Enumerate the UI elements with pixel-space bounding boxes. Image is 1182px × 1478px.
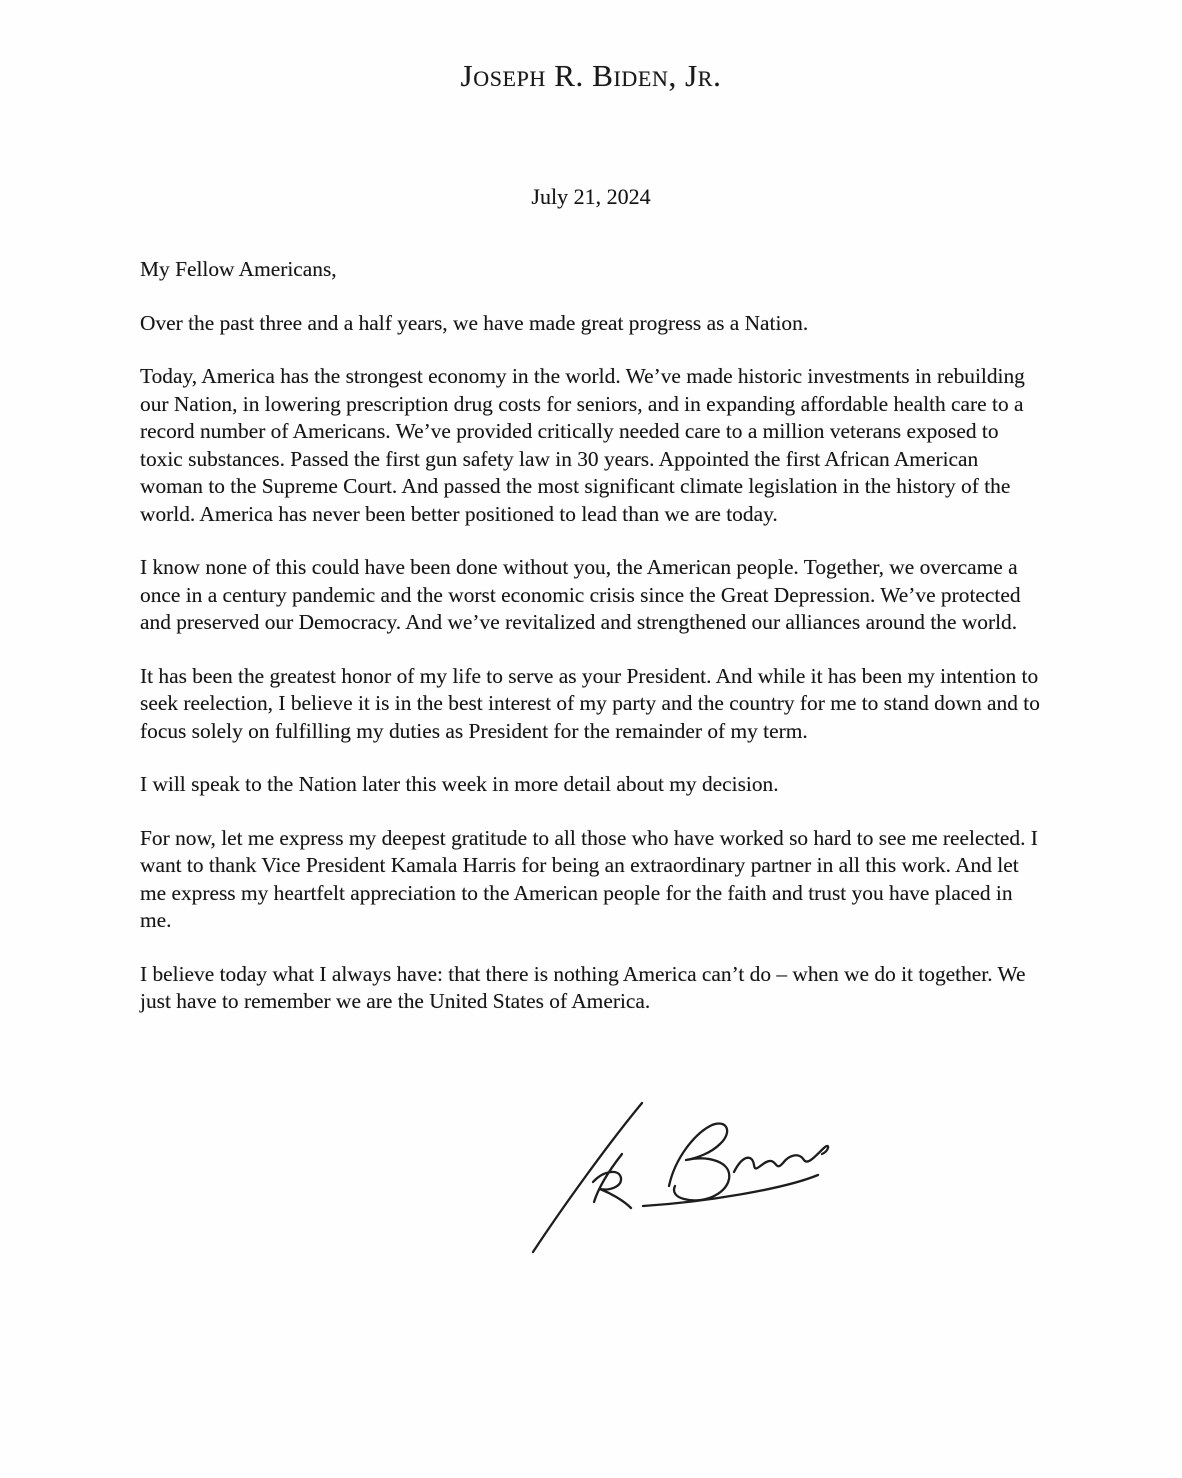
paragraph-stand-down: It has been the greatest honor of my life to serve as your President. And while it has been my intention to seek reelection, I believe it is in the best interest of my party and the country for me to stand down and to focus solely on fulfilling my duties as President for the remainder of my term.	[140, 663, 1040, 743]
paragraph-closing: I believe today what I always have: that there is nothing America can’t do – when we do it together. We just have to remember we are the United States of America.	[140, 961, 1026, 1013]
paragraph-accomplishments: Today, America has the strongest economy in the world. We’ve made historic investments in rebuilding our Nation, in lowering prescription drug costs for seniors, and in expanding affordable health care to a record number of Americans. We’ve provided critically needed care to a million veterans exposed to toxic substances. Passed the first gun safety law in 30 years. Appointed the first African American woman to the Supreme Court. And passed the most significant climate legislation in the history of the world. America has never been better positioned to lead than we are today.	[140, 364, 1025, 526]
letterhead-name: Joseph R. Biden, Jr.	[460, 58, 722, 93]
date-line: July 21, 2024	[531, 184, 651, 209]
paragraph-american-people: I know none of this could have been done without you, the American people. Together, we overcame a once in a century pandemic and the worst economic crisis since the Great Depression. We’ve protected and preserved our Democracy. And we’ve revitalized and strengthened our alliances around the world.	[140, 555, 1021, 634]
salutation: My Fellow Americans,	[140, 257, 337, 281]
paragraph-gratitude: For now, let me express my deepest gratitude to all those who have worked so hard to see me reelected. I want to thank Vice President Kamala Harris for being an extraordinary partner in all this work. And let me express my heartfelt appreciation to the American people for the faith and trust you have placed in me.	[140, 825, 1038, 932]
paragraph-speak-to-nation: I will speak to the Nation later this week in more detail about my decision.	[140, 772, 779, 796]
letter-body	[140, 256, 1042, 1042]
paragraph-progress: Over the past three and a half years, we have made great progress as a Nation.	[140, 310, 809, 335]
joe-biden-signature-icon	[526, 1096, 838, 1262]
